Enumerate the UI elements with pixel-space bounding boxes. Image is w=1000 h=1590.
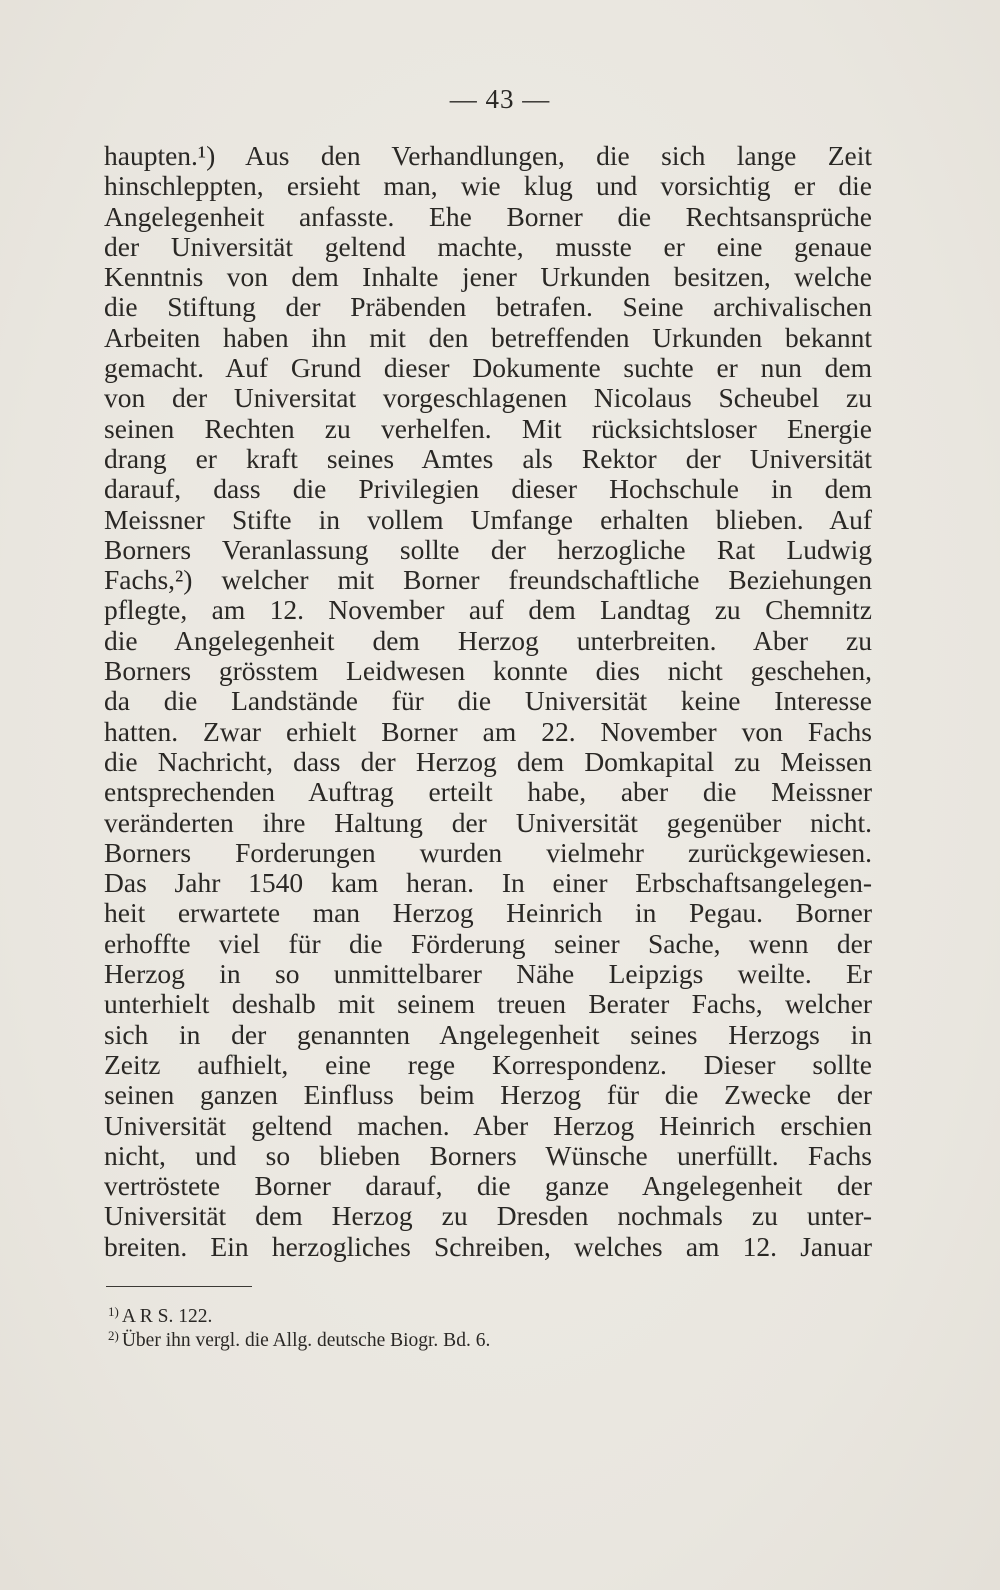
page-number: — 43 — (449, 84, 551, 114)
text-line: seinen ganzen Einfluss beim Herzog für die Zwecke der (104, 1079, 872, 1111)
text-line: sich in der genannten Angelegenheit seines Herzogs in (104, 1018, 872, 1050)
text-line: entsprechenden Auftrag erteilt habe, aber die Meissner (104, 776, 872, 808)
text-line: breiten. Ein herzogliches Schreiben, welches am 12. Januar (104, 1230, 872, 1262)
text-line: veränderten ihre Haltung der Universität gegenüber nicht. (104, 806, 872, 838)
footnotes (108, 1300, 808, 1351)
text-line: erhoffte viel für die Förderung seiner Sache, wenn der (104, 927, 872, 959)
text-line: Universität geltend machen. Aber Herzog Heinrich erschien (104, 1109, 872, 1141)
text-line: heit erwartete man Herzog Heinrich in Pegau. Borner (104, 897, 872, 929)
footnote-text: Über ihn vergl. die Allg. deutsche Biogr. Bd. 6. (121, 1330, 491, 1351)
text-line: Arbeiten haben ihn mit den betreffenden Urkunden bekannt (104, 321, 872, 353)
text-line: Herzog in so unmittelbarer Nähe Leipzigs weilte. Er (104, 958, 872, 990)
text-line: die Stiftung der Präbenden betrafen. Seine archivalischen (104, 291, 872, 323)
footnote (108, 1300, 808, 1327)
text-line: gemacht. Auf Grund dieser Dokumente suchte er nun dem (104, 352, 872, 384)
footnote-mark: 2) (108, 1328, 119, 1343)
text-line: der Universität geltend machte, musste er eine genaue (104, 230, 872, 262)
text-line: hatten. Zwar erhielt Borner am 22. November von Fachs (104, 715, 872, 747)
text-line: Kenntnis von dem Inhalte jener Urkunden besitzen, welche (104, 261, 872, 293)
text-line: Meissner Stifte in vollem Umfange erhalten blieben. Auf (104, 503, 872, 535)
footnote-separator (106, 1286, 252, 1287)
text-line: Fachs,²) welcher mit Borner freundschaftliche Beziehungen (104, 564, 872, 596)
text-line: Borners grösstem Leidwesen konnte dies nicht geschehen, (104, 655, 872, 687)
footnote (108, 1324, 808, 1351)
footnote-mark: 1) (108, 1304, 119, 1319)
text-line: seinen Rechten zu verhelfen. Mit rücksichtsloser Energie (104, 412, 872, 444)
text-line: haupten.¹) Aus den Verhandlungen, die sich lange Zeit (104, 140, 872, 171)
text-line: Borners Forderungen wurden vielmehr zurückgewiesen. (104, 836, 872, 868)
text-line: pflegte, am 12. November auf dem Landtag zu Chemnitz (104, 594, 872, 626)
text-line: Zeitz aufhielt, eine rege Korrespondenz. Dieser sollte (104, 1048, 872, 1080)
text-line: nicht, und so blieben Borners Wünsche unerfüllt. Fachs (104, 1139, 872, 1171)
text-line: da die Landstände für die Universität keine Interesse (104, 685, 872, 717)
text-line: Angelegenheit anfasste. Ehe Borner die Rechtsansprüche (104, 200, 872, 232)
text-line: Borners Veranlassung sollte der herzogliche Rat Ludwig (104, 533, 872, 565)
text-line: unterhielt deshalb mit seinem treuen Berater Fachs, welcher (104, 988, 872, 1020)
text-line: die Angelegenheit dem Herzog unterbreiten. Aber zu (104, 624, 872, 656)
body-text (104, 141, 872, 1262)
text-line: Das Jahr 1540 kam heran. In einer Erbschaftsangelegen- (104, 867, 872, 899)
text-line: Universität dem Herzog zu Dresden nochmals zu unter- (104, 1200, 872, 1232)
text-line: vertröstete Borner darauf, die ganze Angelegenheit der (104, 1170, 872, 1202)
text-line: drang er kraft seines Amtes als Rektor der Universität (104, 442, 872, 474)
text-line: hinschleppten, ersieht man, wie klug und vorsichtig er die (104, 170, 872, 202)
footnote-text: A R S. 122. (121, 1306, 213, 1327)
text-line: von der Universitat vorgeschlagenen Nicolaus Scheubel zu (104, 382, 872, 414)
text-line: die Nachricht, dass der Herzog dem Domkapital zu Meissen (104, 745, 872, 777)
text-line: darauf, dass die Privilegien dieser Hochschule in dem (104, 473, 872, 505)
